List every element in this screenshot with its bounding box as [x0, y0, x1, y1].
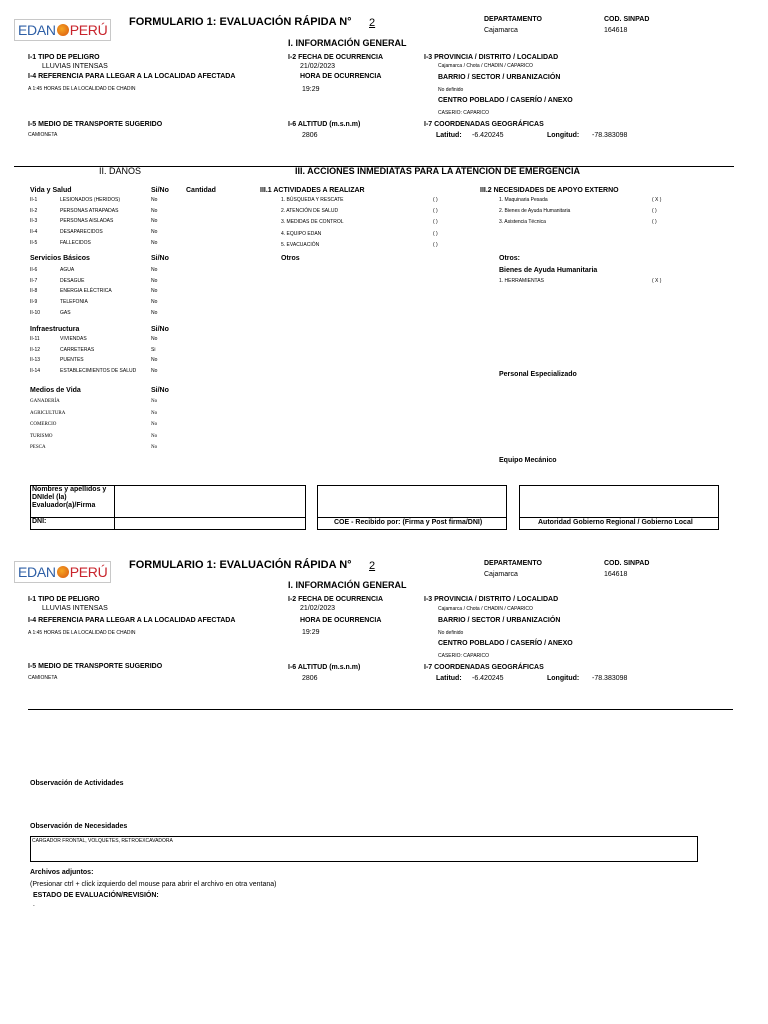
dano-code: II-13: [30, 357, 41, 364]
infra-title: Infraestructura: [30, 326, 80, 333]
vida-title: Vida y Salud: [30, 187, 72, 194]
estado-value: -: [33, 903, 35, 909]
i5-value: CAMIONETA: [28, 132, 58, 138]
i5-label: I-5 MEDIO DE TRANSPORTE SUGERIDO: [28, 663, 163, 670]
personal-label: Personal Especializado: [499, 371, 577, 378]
lat-label: Latitud:: [436, 675, 462, 682]
lat-value: -6.420245: [472, 675, 504, 682]
medios-sino-header: Si/No: [151, 387, 169, 394]
dano-value: No: [151, 218, 158, 225]
dano-value: No: [151, 277, 158, 284]
dano-label: TELEFONIA: [60, 299, 88, 306]
bien-label: 1. HERRAMIENTAS: [499, 278, 544, 284]
i4-label: I-4 REFERENCIA PARA LLEGAR A LA LOCALIDAD AFECTADA: [28, 73, 236, 80]
archivos-label: Archivos adjuntos:: [30, 869, 94, 876]
centro-value: CASERIO: CAPARICO: [438, 653, 490, 659]
medio-label: COMERCIO: [30, 422, 57, 427]
divider: [317, 517, 506, 518]
dano-label: PERSONAS AISLADAS: [60, 218, 114, 225]
necesidad-label: 3. Asistencia Técnica: [499, 219, 546, 226]
lon-label: Longitud:: [547, 675, 580, 682]
medio-value: No: [151, 410, 158, 416]
dano-label: FALLECIDOS: [60, 239, 91, 246]
logo-peru-text: PERÚ: [69, 564, 108, 580]
edan-peru-logo: [14, 19, 111, 41]
dano-value: No: [151, 267, 158, 273]
otros2-label: Otros:: [499, 255, 520, 262]
barrio-label: BARRIO / SECTOR / URBANIZACIÓN: [438, 74, 561, 81]
i1-value: LLUVIAS INTENSAS: [42, 605, 108, 612]
dano-value: No: [151, 309, 158, 316]
i1-label: I-1 TIPO DE PELIGRO: [28, 596, 100, 603]
i6-label: I-6 ALTITUD (m.s.n.m): [288, 121, 361, 128]
i7-label: I-7 COORDENADAS GEOGRÁFICAS: [424, 664, 544, 671]
dano-code: II-14: [30, 368, 41, 375]
i3-value: Cajamarca / Chota / CHADIN / CAPARICO: [438, 606, 533, 612]
necesidad-label: 2. Bienes de Ayuda Humanitaria: [499, 208, 571, 215]
dept-value: Cajamarca: [484, 571, 518, 578]
danos-title: II. DAÑOS: [99, 166, 142, 176]
dni-label: DNI:: [32, 518, 47, 525]
obs-necesidades-field[interactable]: [30, 836, 698, 862]
dano-label: ENERGIA ELÉCTRICA: [60, 288, 112, 295]
dano-code: II-11: [30, 336, 40, 342]
sinpad-label: COD. SINPAD: [604, 560, 650, 567]
autoridad-label: Autoridad Gobierno Regional / Gobierno Local: [538, 519, 693, 526]
actividad-label: 3. MEDIDAS DE CONTROL: [281, 219, 344, 226]
lon-value: -78.383098: [592, 132, 628, 139]
lat-value: -6.420245: [472, 132, 504, 139]
i2-value: 21/02/2023: [300, 605, 336, 612]
barrio-label: BARRIO / SECTOR / URBANIZACIÓN: [438, 617, 561, 624]
nombres-label: Nombres y apellidos y DNIdel (la) Evaluador(a)/Firma: [32, 486, 107, 509]
logo-peru-text: PERÚ: [69, 22, 108, 38]
medio-label: PESCA: [30, 445, 46, 450]
dano-label: ESTABLECIMIENTOS DE SALUD: [60, 368, 137, 375]
infra-sino-header: Si/No: [151, 326, 169, 333]
edan-peru-logo: [14, 561, 111, 583]
serv-title: Servicios Básicos: [30, 255, 90, 262]
dano-value: No: [151, 207, 158, 214]
cantidad-header: Cantidad: [186, 187, 216, 194]
necesidad-mark: ( X ): [652, 197, 662, 203]
logo-edan-text: EDAN: [18, 22, 56, 38]
bien-mark: ( X ): [652, 278, 662, 284]
barrio-value: No definido: [438, 630, 464, 636]
dano-value: No: [151, 197, 158, 203]
divider: [30, 517, 305, 518]
hora-value: 19:29: [302, 629, 320, 636]
act-title: III.1 ACTIVIDADES A REALIZAR: [260, 187, 365, 194]
logo-edan-text: EDAN: [18, 564, 56, 580]
necesidad-label: 1. Maquinaria Pesada: [499, 197, 548, 203]
dano-label: AGUA: [60, 267, 75, 273]
globe-icon: [57, 566, 69, 578]
i1-value: LLUVIAS INTENSAS: [42, 63, 108, 70]
archivos-hint: (Presionar ctrl + click izquierdo del mouse para abrir el archivo en otra ventana): [30, 881, 277, 888]
i4-label: I-4 REFERENCIA PARA LLEGAR A LA LOCALIDAD AFECTADA: [28, 617, 236, 624]
dano-value: No: [151, 357, 158, 364]
actividad-mark: ( ): [433, 219, 438, 226]
acciones-title: III. ACCIONES INMEDIATAS PARA LA ATENCION DE EMERGENCIA: [295, 166, 581, 176]
medio-value: No: [151, 445, 158, 450]
i5-label: I-5 MEDIO DE TRANSPORTE SUGERIDO: [28, 121, 163, 128]
i6-label: I-6 ALTITUD (m.s.n.m): [288, 664, 361, 671]
hora-label: HORA DE OCURRENCIA: [300, 73, 382, 80]
necesidad-mark: ( ): [652, 208, 657, 215]
dano-value: No: [151, 336, 158, 342]
obs-actividades-label: Observación de Actividades: [30, 780, 124, 787]
dept-value: Cajamarca: [484, 27, 518, 34]
actividad-mark: ( ): [433, 197, 438, 203]
lat-label: Latitud:: [436, 132, 462, 139]
i3-value: Cajamarca / Chota / CHADIN / CAPARICO: [438, 63, 533, 69]
dept-label: DEPARTAMENTO: [484, 16, 542, 23]
lon-label: Longitud:: [547, 132, 580, 139]
form-number: 2: [369, 17, 376, 29]
hora-value: 19:29: [302, 86, 320, 93]
dano-label: DESAGUE: [60, 277, 85, 284]
dano-label: VIVIENDAS: [60, 336, 87, 342]
necesidad-mark: ( ): [652, 219, 657, 226]
medio-label: AGRICULTURA: [30, 410, 66, 416]
dano-label: PERSONAS ATRAPADAS: [60, 207, 119, 214]
divider: [114, 485, 115, 529]
dano-label: PUENTES: [60, 357, 84, 364]
obs-necesidades-value: CARGADOR FRONTAL, VOLQUETES, RETROEXCAVADORA: [32, 838, 173, 844]
medio-value: No: [151, 422, 158, 427]
dano-value: No: [151, 368, 158, 375]
actividad-mark: ( ): [433, 230, 438, 237]
coe-label: COE - Recibido por: (Firma y Post firma/DNI): [334, 519, 483, 526]
dano-value: No: [151, 229, 158, 236]
medios-title: Medios de Vida: [30, 387, 81, 394]
globe-icon: [57, 24, 69, 36]
divider: [519, 517, 718, 518]
equipo-label: Equipo Mecánico: [499, 457, 557, 464]
divider: [28, 709, 733, 710]
nec-title: III.2 NECESIDADES DE APOYO EXTERNO: [480, 187, 619, 194]
dano-code: II-12: [30, 346, 41, 353]
dano-code: II-6: [30, 267, 38, 273]
dept-label: DEPARTAMENTO: [484, 560, 542, 567]
i2-value: 21/02/2023: [300, 63, 336, 70]
medio-label: GANADERÍA: [30, 399, 60, 404]
dano-value: No: [151, 239, 158, 246]
i2-label: I-2 FECHA DE OCURRENCIA: [288, 54, 384, 61]
dano-code: II-4: [30, 229, 38, 236]
hora-label: HORA DE OCURRENCIA: [300, 617, 382, 624]
actividad-mark: ( ): [433, 241, 438, 248]
i1-label: I-1 TIPO DE PELIGRO: [28, 54, 100, 61]
dano-value: No: [151, 299, 158, 306]
i2-label: I-2 FECHA DE OCURRENCIA: [288, 596, 384, 603]
dano-value: Si: [151, 346, 156, 353]
i7-label: I-7 COORDENADAS GEOGRÁFICAS: [424, 121, 544, 128]
bienes-title: Bienes de Ayuda Humanitaria: [499, 267, 598, 274]
dano-code: II-3: [30, 218, 38, 225]
actividad-label: 5. EVACUACIÓN: [281, 241, 320, 248]
centro-label: CENTRO POBLADO / CASERÍO / ANEXO: [438, 97, 573, 104]
actividad-label: 2. ATENCIÓN DE SALUD: [281, 208, 339, 215]
dano-label: CARRETERAS: [60, 346, 95, 353]
dano-label: LESIONADOS (HERIDOS): [60, 197, 121, 203]
section-info-general: I. INFORMACIÓN GENERAL: [288, 580, 407, 590]
dano-code: II-8: [30, 288, 38, 295]
i3-label: I-3 PROVINCIA / DISTRITO / LOCALIDAD: [424, 596, 559, 603]
i6-value: 2806: [302, 675, 318, 682]
obs-necesidades-label: Observación de Necesidades: [30, 823, 128, 830]
estado-label: ESTADO DE EVALUACIÓN/REVISIÓN:: [33, 892, 159, 899]
lon-value: -78.383098: [592, 675, 628, 682]
dano-code: II-9: [30, 299, 38, 306]
otros-label: Otros: [281, 255, 300, 262]
form-title: FORMULARIO 1: EVALUACIÓN RÁPIDA N°: [129, 559, 352, 571]
medio-value: No: [151, 399, 158, 404]
dano-label: DESAPARECIDOS: [60, 229, 103, 236]
dano-value: No: [151, 288, 158, 295]
dano-code: II-1: [30, 197, 38, 203]
centro-label: CENTRO POBLADO / CASERÍO / ANEXO: [438, 640, 573, 647]
vida-sino-header: Si/No: [151, 187, 169, 194]
dano-code: II-2: [30, 207, 38, 214]
dano-code: II-7: [30, 277, 38, 284]
medio-label: TURISMO: [30, 433, 53, 439]
dano-code: II-10: [30, 309, 41, 316]
section-info-general: I. INFORMACIÓN GENERAL: [288, 38, 407, 48]
actividad-label: 1. BÚSQUEDA Y RESCATE: [281, 197, 344, 203]
actividad-label: 4. EQUIPO EDAN: [281, 230, 322, 237]
dano-label: GAS: [60, 309, 71, 316]
sinpad-label: COD. SINPAD: [604, 16, 650, 23]
form-title: FORMULARIO 1: EVALUACIÓN RÁPIDA N°: [129, 16, 352, 28]
actividad-mark: ( ): [433, 208, 438, 215]
sinpad-value: 164618: [604, 27, 628, 34]
i6-value: 2806: [302, 132, 318, 139]
barrio-value: No definido: [438, 87, 464, 93]
i3-label: I-3 PROVINCIA / DISTRITO / LOCALIDAD: [424, 54, 559, 61]
form-number: 2: [369, 560, 376, 572]
sinpad-value: 164618: [604, 571, 628, 578]
dano-code: II-5: [30, 239, 38, 246]
i5-value: CAMIONETA: [28, 675, 58, 681]
medio-value: No: [151, 433, 158, 439]
i4-value: A 1:45 HORAS DE LA LOCALIDAD DE CHADIN: [28, 86, 136, 92]
serv-sino-header: Si/No: [151, 255, 169, 262]
i4-value: A 1:45 HORAS DE LA LOCALIDAD DE CHADIN: [28, 630, 136, 636]
centro-value: CASERIO: CAPARICO: [438, 110, 490, 116]
